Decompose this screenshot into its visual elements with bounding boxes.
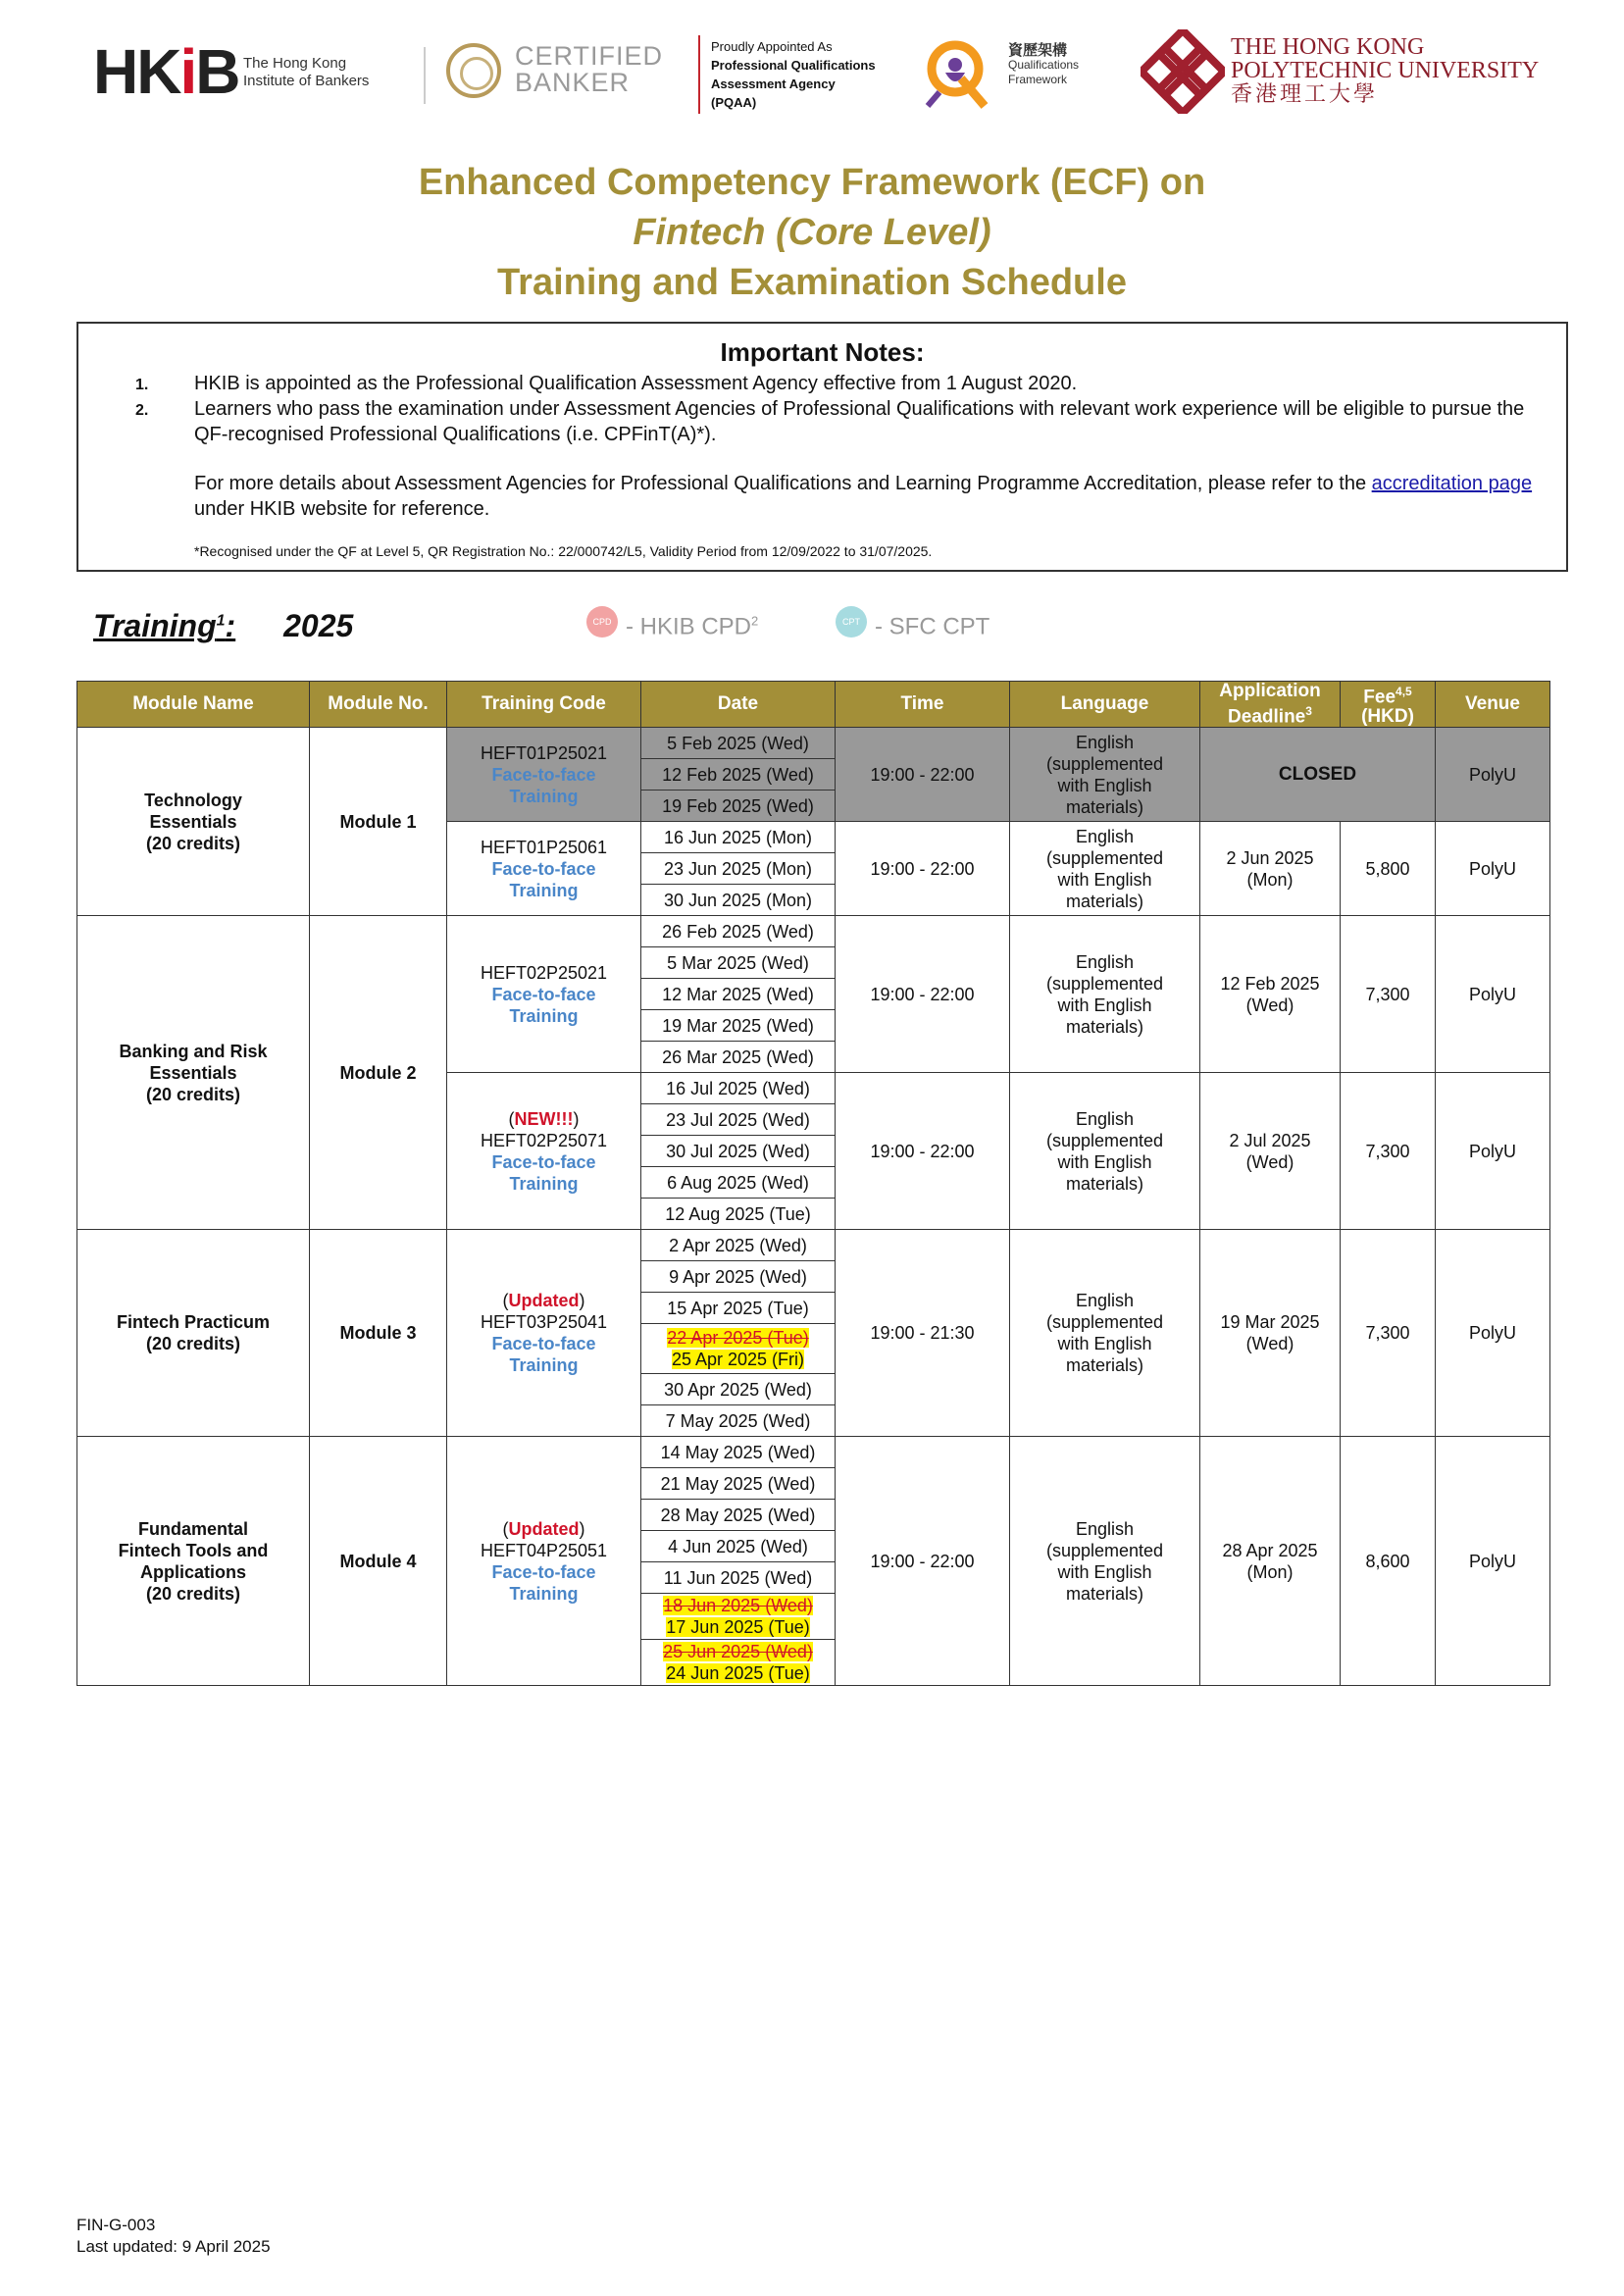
m2-b-venue: PolyU: [1436, 1073, 1550, 1230]
m2-a-deadline: [1200, 916, 1341, 1073]
m3-deadline-l1: 19 Mar 2025: [1220, 1312, 1320, 1333]
col-date: Date: [641, 682, 836, 728]
m4-lang-l2: (supplemented: [1045, 1540, 1164, 1560]
module-1-name: [77, 728, 310, 916]
m4-lang-l1: English: [1075, 1518, 1135, 1539]
m2-b-date-4: 6 Aug 2025 (Wed): [641, 1167, 836, 1199]
m3-deadline-l2: (Wed): [1245, 1334, 1294, 1354]
m2-b-tag-open: (: [508, 1108, 515, 1129]
m4-deadline-l2: (Mon): [1246, 1561, 1294, 1582]
m2-b-date-1: 16 Jul 2025 (Wed): [641, 1073, 836, 1104]
m4-tag-close: ): [579, 1518, 585, 1539]
m1-a-date-1: 5 Feb 2025 (Wed): [641, 728, 836, 759]
training-sup: 1: [216, 612, 226, 630]
m4-date-1: 14 May 2025 (Wed): [641, 1437, 836, 1468]
hkib-name-line2: Institute of Bankers: [243, 73, 370, 89]
cpt-icon: CPT: [836, 606, 867, 638]
m3-fee: 7,300: [1341, 1230, 1436, 1437]
table-row: [77, 916, 1550, 947]
m4-name-l1: Fundamental: [137, 1518, 248, 1539]
m4-date-6-new: 17 Jun 2025 (Tue): [666, 1617, 810, 1638]
legend-cpt: [836, 612, 990, 643]
m4-date-7-new: 24 Jun 2025 (Tue): [666, 1663, 810, 1684]
m3-code: [447, 1230, 641, 1437]
m1-b-ftf-l1: Face-to-face: [491, 858, 596, 879]
module-2-no: Module 2: [310, 916, 447, 1230]
m2-a-venue: PolyU: [1436, 916, 1550, 1073]
pqaa-line1: Proudly Appointed As: [711, 39, 833, 54]
col-module-no: Module No.: [310, 682, 447, 728]
module-3-no: Module 3: [310, 1230, 447, 1437]
table-row: [77, 728, 1550, 759]
m1-b-lang-l4: materials): [1065, 891, 1143, 911]
m4-name-l3: Applications: [139, 1561, 246, 1582]
m2-a-date-3: 12 Mar 2025 (Wed): [641, 979, 836, 1010]
m3-date-4-new: 25 Apr 2025 (Fri): [671, 1350, 805, 1370]
accreditation-page-link[interactable]: accreditation page: [1371, 473, 1533, 494]
m3-date-4-old: 22 Apr 2025 (Tue): [667, 1328, 809, 1349]
m4-date-7-changed: [641, 1640, 836, 1686]
m1-b-date-3: 30 Jun 2025 (Mon): [641, 885, 836, 916]
m2-a-fee: 7,300: [1341, 916, 1436, 1073]
m2-b-lang-l4: materials): [1065, 1173, 1143, 1194]
m2-b-code-text: HEFT02P25071: [480, 1130, 608, 1150]
m2-b-time: 19:00 - 22:00: [836, 1073, 1010, 1230]
title-line1: Enhanced Competency Framework (ECF) on: [418, 162, 1206, 203]
training-colon: :: [225, 608, 236, 643]
qf-en2: Framework: [1008, 73, 1068, 86]
table-row: [77, 1230, 1550, 1261]
footer-updated: Last updated: 9 April 2025: [76, 2237, 271, 2256]
m3-name-l2: (20 credits): [145, 1334, 241, 1354]
m2-name-l2: Essentials: [149, 1062, 237, 1083]
cpt-label: - SFC CPT: [875, 613, 990, 640]
m1-b-date-1: 16 Jun 2025 (Mon): [641, 822, 836, 853]
module-2-name: [77, 916, 310, 1230]
m2-a-ftf-l1: Face-to-face: [491, 984, 596, 1004]
notes-heading: Important Notes:: [720, 337, 925, 367]
hkib-name: [243, 55, 369, 90]
logo-divider: [424, 47, 426, 104]
m4-date-2: 21 May 2025 (Wed): [641, 1468, 836, 1500]
note-more: [194, 471, 1538, 522]
m2-a-date-5: 26 Mar 2025 (Wed): [641, 1042, 836, 1073]
m1-name-l1: Technology: [144, 790, 242, 810]
m4-date-4: 4 Jun 2025 (Wed): [641, 1531, 836, 1562]
certified-banker-text: [515, 43, 663, 96]
m1-b-time: 19:00 - 22:00: [836, 822, 1010, 916]
m3-date-4-changed: [641, 1324, 836, 1374]
schedule-table: [76, 681, 1550, 1686]
m4-name-l4: (20 credits): [145, 1583, 241, 1604]
m2-a-ftf-l2: Training: [509, 1005, 579, 1026]
m2-a-date-2: 5 Mar 2025 (Wed): [641, 947, 836, 979]
m3-date-3: 15 Apr 2025 (Tue): [641, 1293, 836, 1324]
m4-time: 19:00 - 22:00: [836, 1437, 1010, 1686]
m1-a-lang-l1: English: [1075, 732, 1135, 752]
qf-text: [1008, 43, 1079, 87]
m2-b-date-3: 30 Jul 2025 (Wed): [641, 1136, 836, 1167]
m1-a-status: CLOSED: [1200, 728, 1436, 822]
m1-a-time: 19:00 - 22:00: [836, 728, 1010, 822]
m4-deadline-l1: 28 Apr 2025: [1222, 1540, 1318, 1560]
m2-a-lang-l3: with English: [1057, 995, 1152, 1015]
m1-a-venue: PolyU: [1436, 728, 1550, 822]
col-deadline: [1200, 682, 1341, 728]
m3-lang-l2: (supplemented: [1045, 1312, 1164, 1333]
m3-tag-close: ): [579, 1291, 585, 1311]
important-notes-box: [76, 322, 1568, 572]
m3-tag-open: (: [502, 1291, 509, 1311]
m3-language: [1010, 1230, 1200, 1437]
m1-b-deadline: [1200, 822, 1341, 916]
m2-b-language: [1010, 1073, 1200, 1230]
qf-cn: 資歷架構: [1008, 42, 1068, 59]
m2-a-date-1: 26 Feb 2025 (Wed): [641, 916, 836, 947]
m2-a-code: [447, 916, 641, 1073]
col-fee-label: Fee: [1363, 687, 1396, 708]
certified-line1: CERTIFIED: [515, 41, 664, 71]
m1-a-code: [447, 728, 641, 822]
page-footer: [76, 2215, 271, 2258]
m4-language: [1010, 1437, 1200, 1686]
m3-updated-tag: Updated: [508, 1291, 580, 1311]
qf-en1: Qualifications: [1008, 58, 1080, 72]
m2-b-lang-l1: English: [1075, 1108, 1135, 1129]
col-deadline-l2: Deadline: [1228, 706, 1306, 728]
m1-a-language: [1010, 728, 1200, 822]
m3-date-1: 2 Apr 2025 (Wed): [641, 1230, 836, 1261]
note-more-text-end: under HKIB website for reference.: [194, 498, 490, 520]
cpd-label: - HKIB CPD: [626, 613, 752, 640]
pqaa-line2: Professional Qualifications: [711, 58, 876, 73]
m1-b-language: [1010, 822, 1200, 916]
m4-fee: 8,600: [1341, 1437, 1436, 1686]
polyu-text: [1231, 35, 1539, 106]
m2-a-code-text: HEFT02P25021: [480, 962, 608, 983]
pqaa-divider: [698, 35, 700, 114]
m4-date-6-old: 18 Jun 2025 (Wed): [663, 1596, 813, 1616]
table-row: [77, 1437, 1550, 1468]
col-deadline-l1: Application: [1219, 681, 1321, 701]
m1-a-date-2: 12 Feb 2025 (Wed): [641, 759, 836, 791]
m2-b-deadline-l2: (Wed): [1245, 1151, 1294, 1172]
polyu-line1: THE HONG KONG: [1231, 34, 1425, 60]
polyu-logo-icon: [1141, 29, 1225, 114]
col-fee-l2: (HKD): [1361, 706, 1414, 728]
m2-b-date-2: 23 Jul 2025 (Wed): [641, 1104, 836, 1136]
m1-name-l2: Essentials: [149, 811, 237, 832]
module-3-name: [77, 1230, 310, 1437]
m2-b-date-5: 12 Aug 2025 (Tue): [641, 1199, 836, 1230]
m2-b-code: [447, 1073, 641, 1230]
certified-banker-icon: [446, 43, 501, 98]
module-4-name: [77, 1437, 310, 1686]
m2-a-time: 19:00 - 22:00: [836, 916, 1010, 1073]
m2-b-fee: 7,300: [1341, 1073, 1436, 1230]
module-4-no: Module 4: [310, 1437, 447, 1686]
col-module-name: Module Name: [77, 682, 310, 728]
note-1-number: 1.: [135, 377, 149, 393]
m4-deadline: [1200, 1437, 1341, 1686]
m1-b-lang-l3: with English: [1057, 869, 1152, 890]
m2-b-deadline: [1200, 1073, 1341, 1230]
col-training-code: Training Code: [447, 682, 641, 728]
col-time: Time: [836, 682, 1010, 728]
col-fee: [1341, 682, 1436, 728]
qf-logo-icon: [920, 33, 996, 110]
m1-b-code-text: HEFT01P25061: [480, 837, 608, 857]
m3-lang-l1: English: [1075, 1291, 1135, 1311]
m1-b-lang-l2: (supplemented: [1045, 847, 1164, 868]
col-language: Language: [1010, 682, 1200, 728]
col-deadline-sup: 3: [1305, 704, 1312, 718]
m1-a-date-3: 19 Feb 2025 (Wed): [641, 791, 836, 822]
footer-doc-no: FIN-G-003: [76, 2216, 156, 2234]
m2-name-l3: (20 credits): [145, 1084, 241, 1104]
title-line2: Fintech (Core Level): [633, 212, 991, 253]
training-year: 2025: [283, 608, 354, 643]
m1-name-l3: (20 credits): [145, 833, 241, 853]
m2-b-deadline-l1: 2 Jul 2025: [1229, 1130, 1311, 1150]
title-line3: Training and Examination Schedule: [497, 262, 1127, 303]
training-heading: [93, 608, 353, 644]
m2-b-new-tag: NEW!!!: [514, 1108, 574, 1129]
cpd-sup: 2: [751, 613, 759, 629]
legend-cpd: [586, 612, 758, 643]
m1-b-deadline-l1: 2 Jun 2025: [1226, 847, 1314, 868]
m3-deadline: [1200, 1230, 1341, 1437]
m4-name-l2: Fintech Tools and: [118, 1540, 269, 1560]
m3-ftf-l2: Training: [509, 1355, 579, 1376]
m3-time: 19:00 - 21:30: [836, 1230, 1010, 1437]
m4-tag-open: (: [502, 1518, 509, 1539]
m1-a-code-text: HEFT01P25021: [480, 742, 608, 763]
m2-a-lang-l4: materials): [1065, 1016, 1143, 1037]
m4-date-7-old: 25 Jun 2025 (Wed): [663, 1642, 813, 1662]
m1-b-code: [447, 822, 641, 916]
m1-a-ftf-l2: Training: [509, 786, 579, 806]
m3-lang-l3: with English: [1057, 1334, 1152, 1354]
m3-name-l1: Fintech Practicum: [116, 1312, 271, 1333]
m2-a-lang-l1: English: [1075, 951, 1135, 972]
note-2-number: 2.: [135, 402, 149, 419]
m2-a-deadline-l1: 12 Feb 2025: [1220, 973, 1320, 994]
col-venue: Venue: [1436, 682, 1550, 728]
polyu-cn: 香港理工大學: [1231, 81, 1379, 106]
m4-date-6-changed: [641, 1594, 836, 1640]
note-1: HKIB is appointed as the Professional Qualification Assessment Agency effective from 1 August 2020.: [194, 373, 1078, 394]
m2-a-deadline-l2: (Wed): [1245, 995, 1294, 1015]
certified-line2: BANKER: [515, 68, 631, 97]
note-more-text: For more details about Assessment Agencies for Professional Qualifications and Learning Programme Accreditation, please refer to the: [194, 473, 1372, 494]
m1-a-lang-l2: (supplemented: [1045, 753, 1164, 774]
m3-date-5: 30 Apr 2025 (Wed): [641, 1374, 836, 1405]
m4-venue: PolyU: [1436, 1437, 1550, 1686]
m1-a-lang-l3: with English: [1057, 775, 1152, 795]
m2-b-ftf-l2: Training: [509, 1173, 579, 1194]
m1-b-deadline-l2: (Mon): [1246, 869, 1294, 890]
m4-date-5: 11 Jun 2025 (Wed): [641, 1562, 836, 1594]
m3-code-text: HEFT03P25041: [480, 1312, 608, 1333]
m1-b-date-2: 23 Jun 2025 (Mon): [641, 853, 836, 885]
m1-b-ftf-l2: Training: [509, 880, 579, 900]
m3-lang-l4: materials): [1065, 1355, 1143, 1376]
pqaa-text: [711, 37, 876, 112]
m4-code: [447, 1437, 641, 1686]
pqaa-line3: Assessment Agency: [711, 77, 836, 91]
notes-list: [135, 371, 1538, 522]
header-logos: [93, 29, 1545, 128]
m1-a-lang-l4: materials): [1065, 796, 1143, 817]
m4-ftf-l1: Face-to-face: [491, 1561, 596, 1582]
qf-footnote: *Recognised under the QF at Level 5, QR Registration No.: 22/000742/L5, Validity Period from 12/09/2022 to 31/07/2025.: [194, 543, 933, 559]
m3-venue: PolyU: [1436, 1230, 1550, 1437]
m1-b-fee: 5,800: [1341, 822, 1436, 916]
polyu-line2: POLYTECHNIC UNIVERSITY: [1231, 58, 1540, 83]
m2-a-language: [1010, 916, 1200, 1073]
m4-lang-l4: materials): [1065, 1583, 1143, 1604]
m4-date-3: 28 May 2025 (Wed): [641, 1500, 836, 1531]
m4-code-text: HEFT04P25051: [480, 1540, 608, 1560]
hkib-name-line1: The Hong Kong: [243, 55, 347, 72]
m4-updated-tag: Updated: [508, 1518, 580, 1539]
m3-date-6: 7 May 2025 (Wed): [641, 1405, 836, 1437]
m2-name-l1: Banking and Risk: [119, 1041, 268, 1061]
training-label: Training: [93, 608, 217, 643]
m1-a-ftf-l1: Face-to-face: [491, 764, 596, 785]
m1-b-venue: PolyU: [1436, 822, 1550, 916]
m2-b-tag-close: ): [573, 1108, 580, 1129]
m2-a-date-4: 19 Mar 2025 (Wed): [641, 1010, 836, 1042]
m2-b-ftf-l1: Face-to-face: [491, 1151, 596, 1172]
m1-b-lang-l1: English: [1075, 826, 1135, 846]
m2-b-lang-l2: (supplemented: [1045, 1130, 1164, 1150]
m3-ftf-l1: Face-to-face: [491, 1334, 596, 1354]
col-fee-sup: 4,5: [1396, 685, 1412, 698]
m2-a-lang-l2: (supplemented: [1045, 973, 1164, 994]
m4-lang-l3: with English: [1057, 1561, 1152, 1582]
m2-b-lang-l3: with English: [1057, 1151, 1152, 1172]
hkib-logo: HKiB: [93, 36, 239, 107]
m4-ftf-l2: Training: [509, 1583, 579, 1604]
module-1-no: Module 1: [310, 728, 447, 916]
m3-date-2: 9 Apr 2025 (Wed): [641, 1261, 836, 1293]
table-header-row: [77, 682, 1550, 728]
pqaa-line4: (PQAA): [711, 95, 757, 110]
cpd-icon: CPD: [586, 606, 618, 638]
note-2: Learners who pass the examination under Assessment Agencies of Professional Qualifications with relevant work experience will be eligible to pursue the QF-recognised Professional Qualifications (i.e. CPFinT(A)*).: [194, 398, 1525, 445]
